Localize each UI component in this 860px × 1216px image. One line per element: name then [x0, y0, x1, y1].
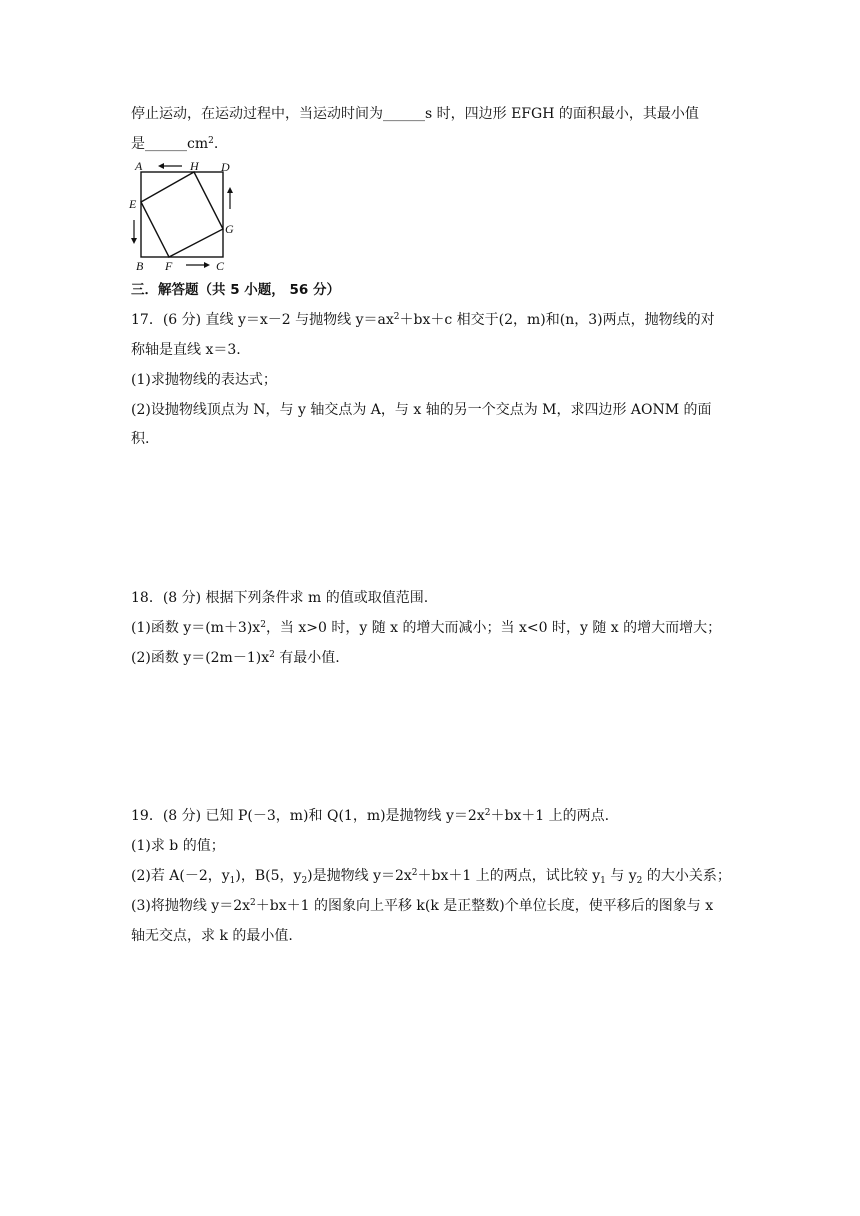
label-a: A: [135, 159, 143, 173]
inner-square-efgh: [141, 172, 223, 257]
label-h: H: [190, 159, 199, 173]
text-run: ＋bx＋1 的图象向上平移 k(k 是正整数)个单位长度，使平移后的图象与 x: [255, 898, 714, 914]
label-b: B: [136, 259, 144, 273]
text-run: 17．(6 分) 直线 y＝x－2 与抛物线 y＝ax: [131, 312, 394, 328]
text-run: 有最小值.: [274, 650, 340, 666]
text-run: 是______cm: [131, 136, 209, 152]
superscript: 2: [208, 136, 214, 146]
label-g: G: [225, 222, 234, 236]
superscript: 2: [260, 620, 266, 630]
arrow-left-icon: [158, 163, 182, 169]
text-run: ，当 x>0 时，y 随 x 的增大而减小；当 x<0 时，y 随 x 的增大而增大；: [265, 620, 722, 636]
label-e: E: [129, 197, 137, 211]
section-title: 三．解答题（共 5 小题， 56 分）: [131, 282, 340, 298]
text-run: 19．(8 分) 已知 P(－3，m)和 Q(1，m)是抛物线 y＝2x: [131, 808, 485, 824]
superscript: 2: [393, 312, 400, 322]
q19-part-2: [131, 866, 731, 886]
outer-square-abcd: [141, 172, 223, 257]
superscript: 2: [411, 868, 418, 878]
text-run: (1)函数 y＝(m＋3)x: [131, 620, 261, 636]
arrow-right-icon: [186, 262, 210, 268]
q19-part-3-cont: 轴无交点，求 k 的最小值.: [131, 928, 293, 944]
label-d: D: [221, 160, 230, 174]
text-run: )，B(5，y: [235, 868, 302, 884]
text-run: .: [213, 136, 219, 152]
text-run: ＋bx＋c 相交于(2，m)和(n，3)两点，抛物线的对: [399, 312, 715, 328]
q19-line-1: [131, 806, 609, 826]
text-run: )是抛物线 y＝2x: [307, 868, 412, 884]
problem-continuation-line-2: [131, 134, 218, 154]
superscript: 2: [250, 898, 256, 908]
label-c: C: [216, 259, 225, 273]
text-run: (3)将抛物线 y＝2x: [131, 898, 250, 914]
q17-line-2: 称轴是直线 x＝3.: [131, 342, 241, 358]
q18-line-1: 18．(8 分) 根据下列条件求 m 的值或取值范围.: [131, 590, 429, 606]
square-efgh-diagram: [128, 157, 240, 275]
problem-continuation-line-1: 停止运动，在运动过程中，当运动时间为______s 时，四边形 EFGH 的面积最小，其最小值: [131, 106, 699, 122]
superscript: 2: [269, 650, 275, 660]
q17-line-1: [131, 310, 715, 330]
q18-part-2: [131, 648, 340, 668]
text-run: ＋bx＋1 上的两点.: [490, 808, 610, 824]
subscript: 2: [301, 876, 308, 886]
subscript: 2: [636, 876, 643, 886]
q17-part-2-cont: 积.: [131, 431, 150, 447]
superscript: 2: [484, 808, 491, 818]
q19-part-3: [131, 896, 713, 916]
subscript: 1: [229, 876, 236, 886]
text-run: ＋bx＋1 上的两点，试比较 y: [417, 868, 601, 884]
text-run: (2)若 A(－2，y: [131, 868, 230, 884]
text-run: 的大小关系；: [642, 868, 731, 884]
text-run: 与 y: [605, 868, 637, 884]
q19-part-1: (1)求 b 的值；: [131, 838, 225, 854]
label-f: F: [165, 259, 173, 273]
arrow-down-icon: [131, 220, 137, 244]
q17-part-2: (2)设抛物线顶点为 N，与 y 轴交点为 A，与 x 轴的另一个交点为 M，求四边形 AONM 的面: [131, 402, 712, 418]
subscript: 1: [600, 876, 606, 886]
text-run: (2)函数 y＝(2m－1)x: [131, 650, 270, 666]
arrow-up-icon: [227, 187, 233, 209]
q18-part-1: [131, 618, 721, 638]
q17-part-1: (1)求抛物线的表达式；: [131, 372, 277, 388]
